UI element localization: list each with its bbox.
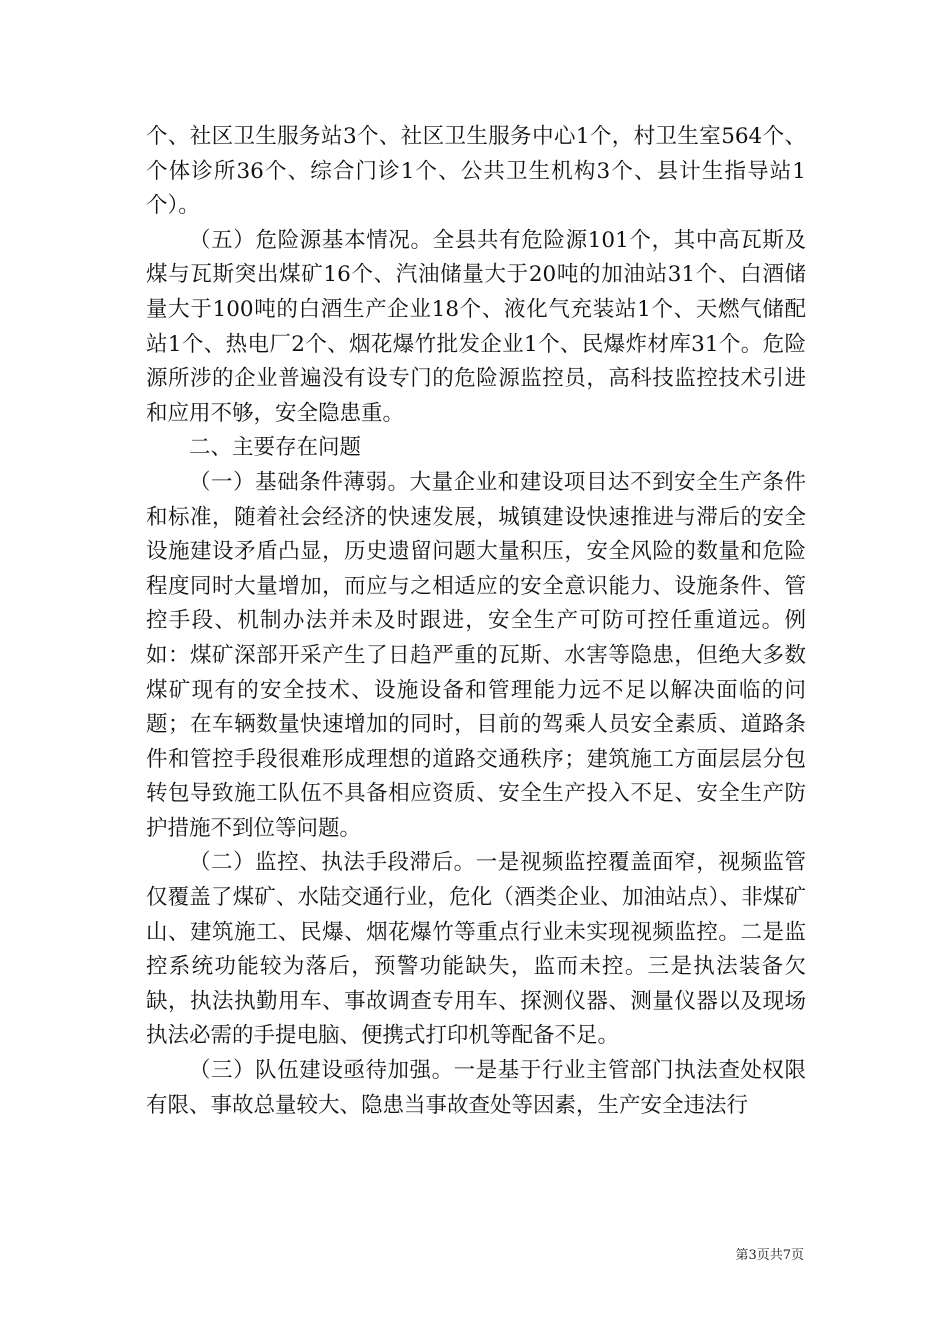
- paragraph-team-building: （三）队伍建设亟待加强。一是基于行业主管部门执法查处权限有限、事故总量较大、隐患当事故查处等因素，生产安全违法行: [146, 1058, 806, 1118]
- page-number-footer: 第3页共7页: [735, 1248, 804, 1263]
- paragraph-continuation: 个、社区卫生服务站3个、社区卫生服务中心1个，村卫生室564个、个体诊所36个、综合门诊1个、公共卫生机构3个、县计生指导站1个）。: [146, 124, 806, 219]
- document-body: [146, 120, 806, 1123]
- section-heading-main-problems: 二、主要存在问题: [189, 435, 362, 461]
- paragraph-weak-foundation: （一）基础条件薄弱。大量企业和建设项目达不到安全生产条件和标准，随着社会经济的快速发展，城镇建设快速推进与滞后的安全设施建设矛盾凸显，历史遗留问题大量积压，安全风险的数量和危险程度同时大量增加，而应与之相适应的安全意识能力、设施条件、管控手段、机制办法并未及时跟进，安全生产可防可控任重道远。例如：煤矿深部开采产生了日趋严重的瓦斯、水害等隐患，但绝大多数煤矿现有的安全技术、设施设备和管理能力远不足以解决面临的问题；在车辆数量快速增加的同时，目前的驾乘人员安全素质、道路条件和管控手段很难形成理想的道路交通秩序；建筑施工方面层层分包转包导致施工队伍不具备相应资质、安全生产投入不足、安全生产防护措施不到位等问题。: [146, 469, 806, 841]
- paragraph-monitoring-lagging: （二）监控、执法手段滞后。一是视频监控覆盖面窄，视频监管仅覆盖了煤矿、水陆交通行业，危化（酒类企业、加油站点）、非煤矿山、建筑施工、民爆、烟花爆竹等重点行业未实现视频监控。二是监控系统功能较为落后，预警功能缺失，监而未控。三是执法装备欠缺，执法执勤用车、事故调查专用车、探测仪器、测量仪器以及现场执法必需的手提电脑、便携式打印机等配备不足。: [146, 850, 806, 1049]
- paragraph-hazard-sources: （五）危险源基本情况。全县共有危险源101个，其中高瓦斯及煤与瓦斯突出煤矿16个、汽油储量大于20吨的加油站31个、白酒储量大于100吨的白酒生产企业18个、液化气充装站1个、天燃气储配站1个、热电厂2个、烟花爆竹批发企业1个、民爆炸材库31个。危险源所涉的企业普遍没有设专门的危险源监控员，高科技监控技术引进和应用不够，安全隐患重。: [146, 227, 806, 426]
